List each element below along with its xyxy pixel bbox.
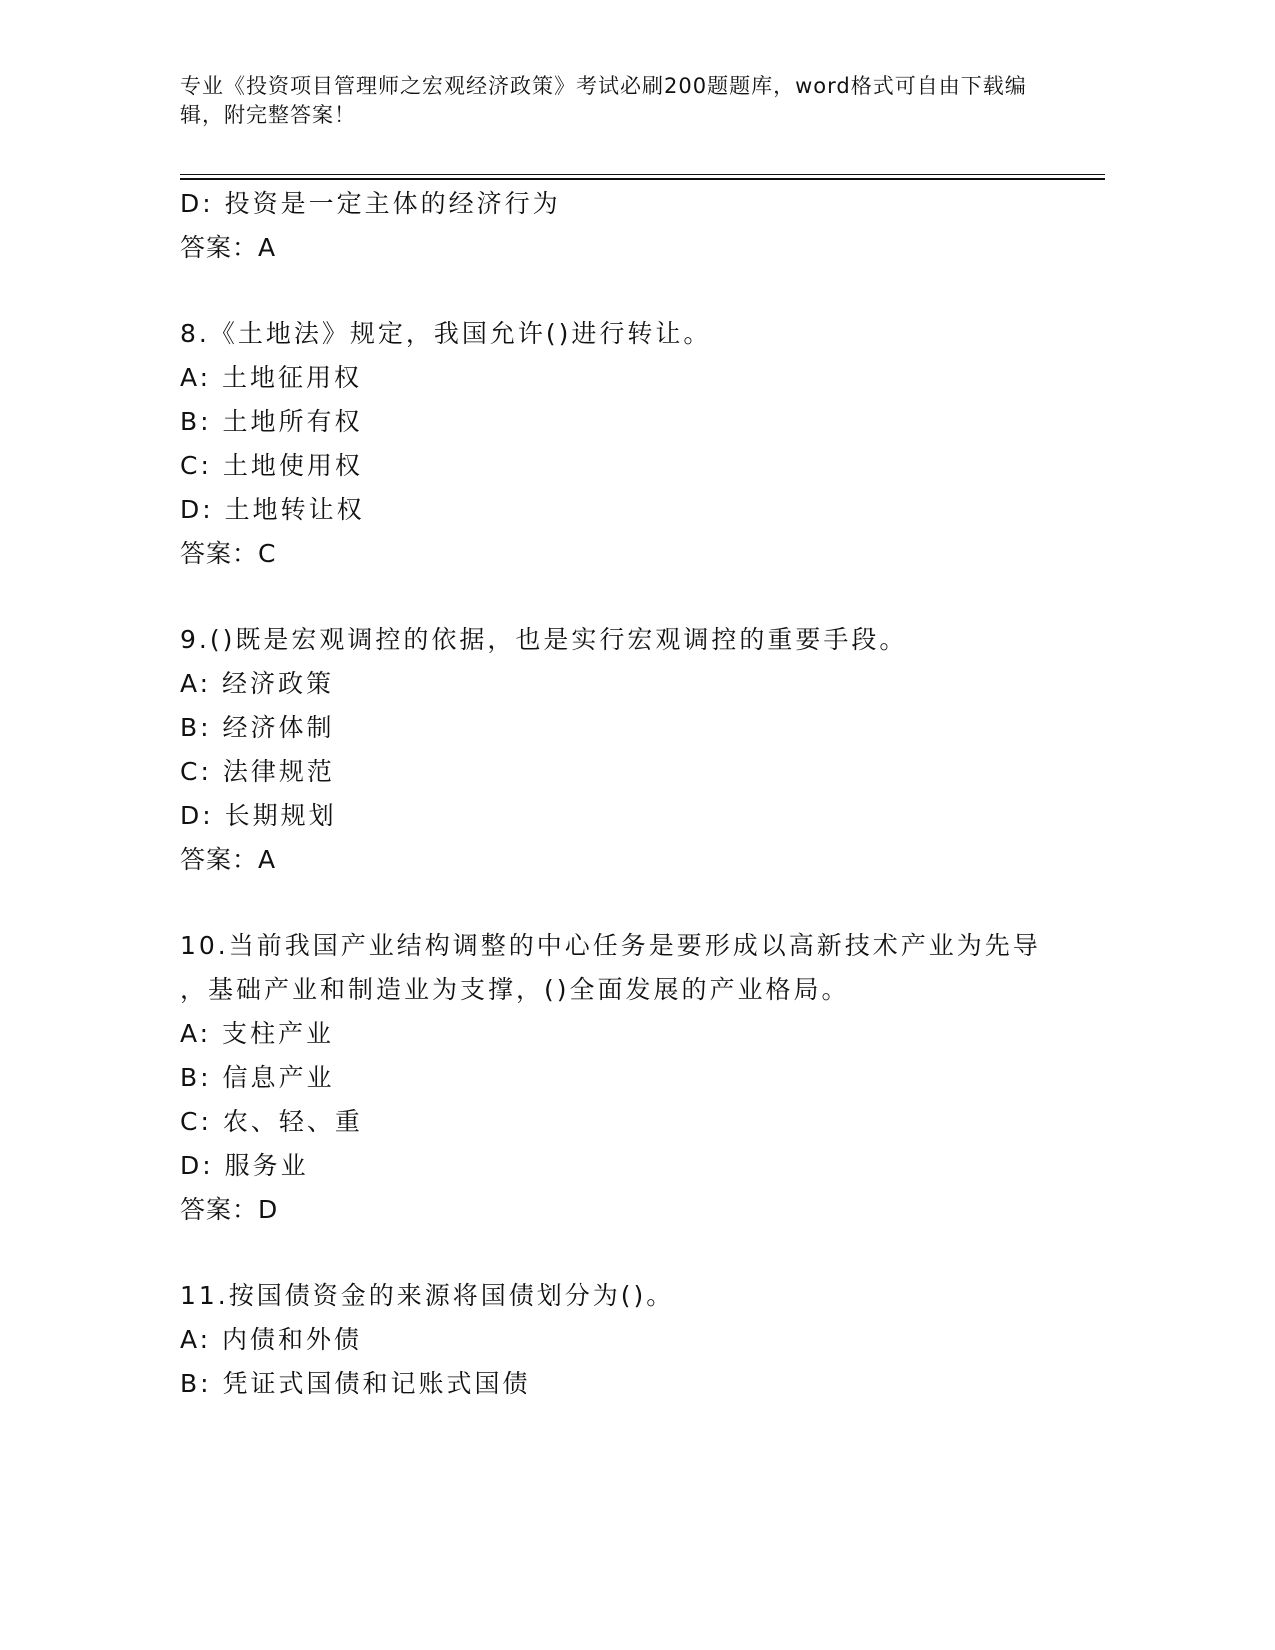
question-10	[180, 924, 1080, 1232]
question-text: 11.按国债资金的来源将国债划分为()。	[180, 1281, 675, 1310]
option-d: D: 投资是一定主体的经济行为	[180, 189, 561, 218]
option-a: A: 土地征用权	[180, 363, 363, 392]
answer-line: 答案：D	[180, 1195, 279, 1224]
question-text: 8.《土地法》规定，我国允许()进行转让。	[180, 319, 712, 348]
header-divider	[180, 174, 1105, 180]
answer-line: 答案：A	[180, 233, 277, 262]
option-a: A: 支柱产业	[180, 1019, 335, 1048]
question-8	[180, 312, 1080, 576]
option-d: D: 土地转让权	[180, 495, 365, 524]
option-d: D: 服务业	[180, 1151, 309, 1180]
question-11	[180, 1274, 1080, 1406]
answer-line: 答案：C	[180, 539, 277, 568]
question-text-line-2: ，基础产业和制造业为支撑，()全面发展的产业格局。	[180, 975, 850, 1004]
option-b: B: 信息产业	[180, 1063, 335, 1092]
option-c: C: 农、轻、重	[180, 1107, 363, 1136]
answer-line: 答案：A	[180, 845, 277, 874]
option-c: C: 土地使用权	[180, 451, 363, 480]
option-b: B: 土地所有权	[180, 407, 363, 436]
question-9	[180, 618, 1080, 882]
option-a: A: 内债和外债	[180, 1325, 363, 1354]
option-d: D: 长期规划	[180, 801, 337, 830]
question-text-line-1: 10.当前我国产业结构调整的中心任务是要形成以高新技术产业为先导	[180, 931, 1041, 960]
document-header: 专业《投资项目管理师之宏观经济政策》考试必刷200题题库，word格式可自由下载编辑，附完整答案！	[180, 74, 1027, 127]
question-list	[180, 182, 1080, 1406]
question-text: 9.()既是宏观调控的依据，也是实行宏观调控的重要手段。	[180, 625, 908, 654]
option-a: A: 经济政策	[180, 669, 335, 698]
option-c: C: 法律规范	[180, 757, 335, 786]
option-b: B: 经济体制	[180, 713, 335, 742]
option-b: B: 凭证式国债和记账式国债	[180, 1369, 531, 1398]
